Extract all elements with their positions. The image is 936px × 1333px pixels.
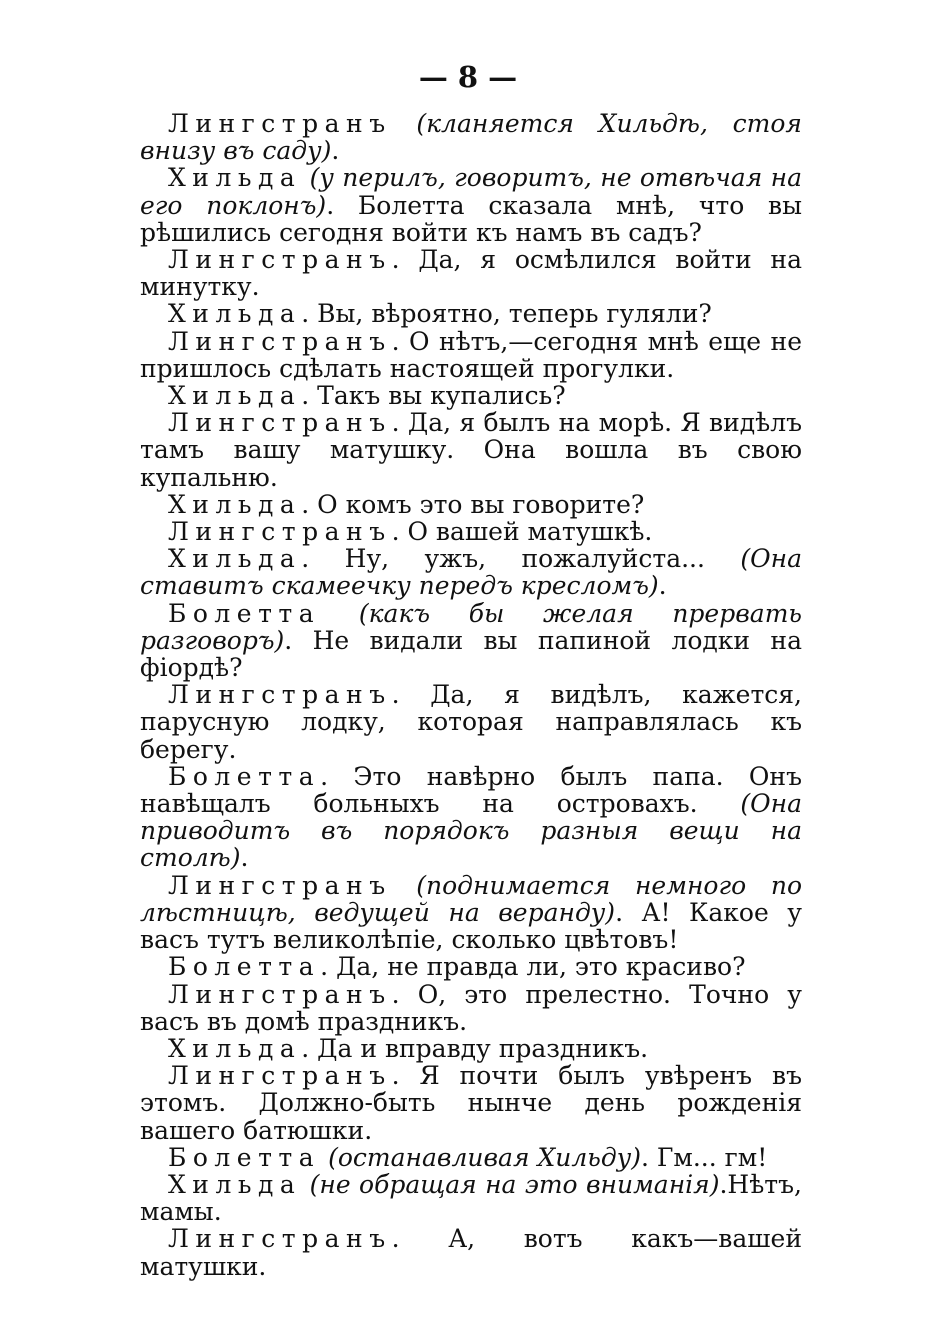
speech: . Вы, вѣроятно, теперь гуляли? [301,299,712,329]
speech: . Да, не правда ли, это красиво? [320,952,746,982]
page-number: — 8 — [418,60,518,94]
speech: . Да, я видѣлъ, кажется, парусную лодку, которая направлялась къ берегу. [140,680,802,764]
stage-direction: (Она ставитъ скамеечку передъ кресломъ) [140,544,802,601]
speaker-name: Хильда [168,1169,302,1199]
speech: . О комъ это вы говорите? [301,489,645,519]
speaker-name: Лингстранъ [168,1224,392,1254]
speech: . Не видали вы папиной лодки на фіордѣ? [140,625,802,683]
speaker-name: Болетта [168,952,321,982]
stage-direction: (кланяется Хильдѣ, стоя внизу въ саду) [140,109,802,166]
dialogue-turn [140,328,802,382]
dialogue-turn [140,600,802,682]
speaker-name: Хильда [168,1033,302,1063]
speech: . Это навѣрно былъ папа. Онъ навѣщалъ больныхъ на островахъ. [140,761,802,819]
speaker-name: Хильда [168,299,302,329]
speaker-name: Лингстранъ [168,870,392,900]
speaker-name: Хильда [168,381,302,411]
dialogue-turn [140,1171,802,1225]
stage-direction: (у перилъ, говоритъ, не отвѣчая на его поклонъ) [140,163,802,220]
speaker-name: Хильда [168,489,302,519]
dialogue-turn [140,300,802,327]
speech: . Да и вправду праздникъ. [301,1033,649,1063]
speech: . Я почти былъ увѣренъ въ этомъ. Должно-быть нынче день рожденія вашего батюшки. [140,1061,802,1145]
speaker-name: Лингстранъ [168,517,392,547]
dialogue-turn [140,164,802,246]
dialogue-turn [140,953,802,980]
dialogue-turn [140,409,802,491]
speech: . О нѣтъ,—сегодня мнѣ еще не пришлось сдѣлать настоящей прогулки. [140,326,802,383]
dialogue-turn [140,1144,802,1171]
speech: . Да, я осмѣлился войти на минутку. [140,245,802,302]
dialogue-turn [140,382,802,409]
stage-direction: (какъ бы желая прервать разговоръ) [140,598,803,655]
dialogue-turn [140,110,802,164]
speaker-name: Лингстранъ [168,109,392,138]
dialogue-turn [140,872,802,954]
speaker-name: Болетта [168,761,321,791]
speaker-name: Хильда [168,544,302,574]
speaker-name: Лингстранъ [168,326,392,356]
speech: . [331,136,340,166]
dialogue-turn [140,246,802,300]
speech: . Гм... гм! [640,1142,768,1172]
speech-tail: . [658,571,667,601]
speaker-name: Лингстранъ [168,408,392,438]
speech: . Такъ вы купались? [301,381,566,411]
stage-direction: (Она приводитъ въ порядокъ разныя вещи на столѣ) [140,789,802,873]
speaker-name: Лингстранъ [168,245,392,275]
speech: .Нѣтъ, мамы. [140,1169,802,1227]
speech: . А! Какое у васъ тутъ великолѣпіе, сколько цвѣтовъ! [140,897,802,955]
stage-direction: (не обращая на это вниманія) [309,1169,720,1199]
speaker-name: Лингстранъ [168,1061,392,1091]
dialogue-turn [140,1035,802,1062]
speech: . О, это прелестно. Точно у васъ въ домѣ праздникъ. [140,979,802,1036]
dialogue-turn [140,1225,802,1279]
dialogue-text [140,110,802,1280]
dialogue-turn [140,1062,802,1144]
speaker-name: Болетта [168,1142,321,1172]
speaker-name: Лингстранъ [168,979,392,1009]
speaker-name: Болетта [168,598,321,628]
speech: . О вашей матушкѣ. [391,517,653,547]
speech: . Да, я былъ на морѣ. Я видѣлъ тамъ вашу матушку. Она вошла въ свою купальню. [140,408,802,492]
dialogue-turn [140,681,802,763]
dialogue-turn [140,518,802,545]
dialogue-turn [140,981,802,1035]
dialogue-turn [140,763,802,872]
dialogue-turn [140,491,802,518]
speech: . Болетта сказала мнѣ, что вы рѣшились сегодня войти къ намъ въ садъ? [140,190,802,247]
speaker-name: Хильда [168,163,302,193]
stage-direction: (останавливая Хильду) [328,1142,641,1172]
stage-direction: (поднимается немного по лѣстницѣ, ведущей на веранду) [140,870,802,927]
speech: . Ну, ужъ, пожалуйста... [301,544,741,574]
speech: . А, вотъ какъ—вашей матушки. [140,1224,802,1281]
speech-tail: . [240,843,249,873]
dialogue-turn [140,545,802,599]
speaker-name: Лингстранъ [168,680,392,710]
